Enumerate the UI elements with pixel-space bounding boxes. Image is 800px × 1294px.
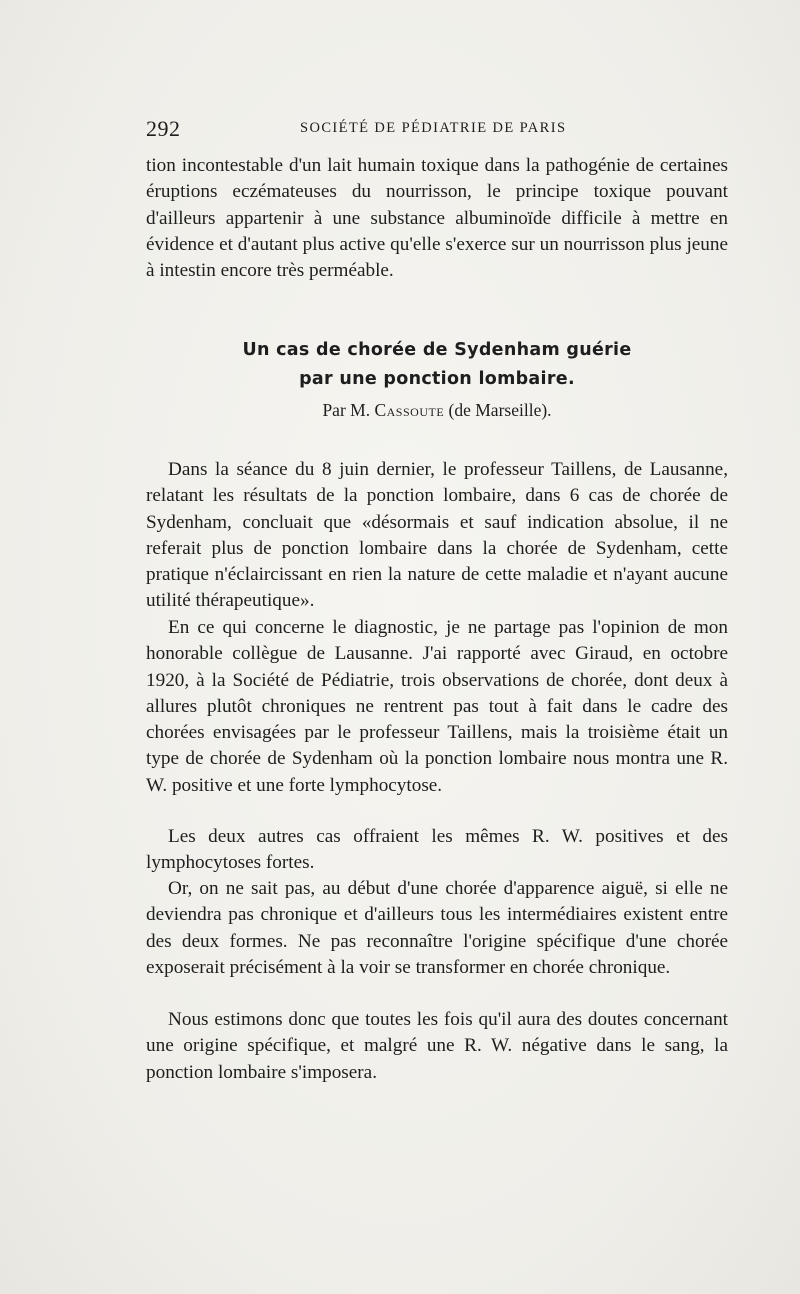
byline-author: Cassoute bbox=[374, 400, 445, 420]
byline-prefix: Par M. bbox=[322, 400, 371, 420]
body-paragraph-4: Or, on ne sait pas, au début d'une chorée d'apparence aiguë, si elle ne deviendra pas chronique et d'ailleurs tous les intermédiaires existent entre des deux formes. Ne pas reconnaître l'origine spécifique d'une chorée exposerait précisément à la voir se transformer en chorée chronique. bbox=[146, 878, 728, 978]
article-title-line-2: par une ponction lombaire. bbox=[299, 369, 575, 389]
body-paragraph-5: Nous estimons donc que toutes les fois qu'il aura des doutes concernant une origine spécifique, et malgré une R. W. négative dans le sang, la ponction lombaire s'imposera. bbox=[146, 1009, 728, 1083]
body-paragraph-3: Les deux autres cas offraient les mêmes R. W. positives et des lymphocytoses fortes. bbox=[146, 826, 728, 874]
body-paragraph-2: En ce qui concerne le diagnostic, je ne partage pas l'opinion de mon honorable collègue de Lausanne. J'ai rapporté avec Giraud, en octobre 1920, à la Société de Pédiatrie, trois observations de chorée, dont deux à allures plutôt chroniques ne rentrent pas tout à fait dans le cadre des chorées envisagées par le professeur Taillens, mais la troisième était un type de chorée de Sydenham où la ponction lombaire nous montra une R. W. positive et une forte lymphocytose. bbox=[146, 617, 728, 796]
article-title-line-1: Un cas de chorée de Sydenham guérie bbox=[242, 340, 632, 360]
page-number: 292 bbox=[146, 116, 181, 141]
running-head: SOCIÉTÉ DE PÉDIATRIE DE PARIS bbox=[300, 120, 567, 136]
body-paragraph-1: Dans la séance du 8 juin dernier, le professeur Taillens, de Lausanne, relatant les résultats de la ponction lombaire, dans 6 cas de chorée de Sydenham, concluait que «désormais et sauf indication absolue, il ne referait plus de ponction lombaire dans la chorée de Sydenham, cette pratique n'éclaircissant en rien la nature de cette maladie et n'ayant aucune utilité thérapeutique». bbox=[146, 459, 728, 612]
byline-affiliation: (de Marseille). bbox=[448, 400, 552, 420]
article-byline bbox=[146, 400, 728, 421]
continuation-paragraph: tion incontestable d'un lait humain toxique dans la pathogénie de certaines éruptions eczémateuses du nourrisson, le principe toxique pouvant d'ailleurs appartenir à une substance albuminoïde difficile à mettre en évidence et d'autant plus active qu'elle s'exerce sur un nourrisson plus jeune à intestin encore très perméable. bbox=[146, 155, 728, 282]
page-header bbox=[146, 116, 728, 144]
